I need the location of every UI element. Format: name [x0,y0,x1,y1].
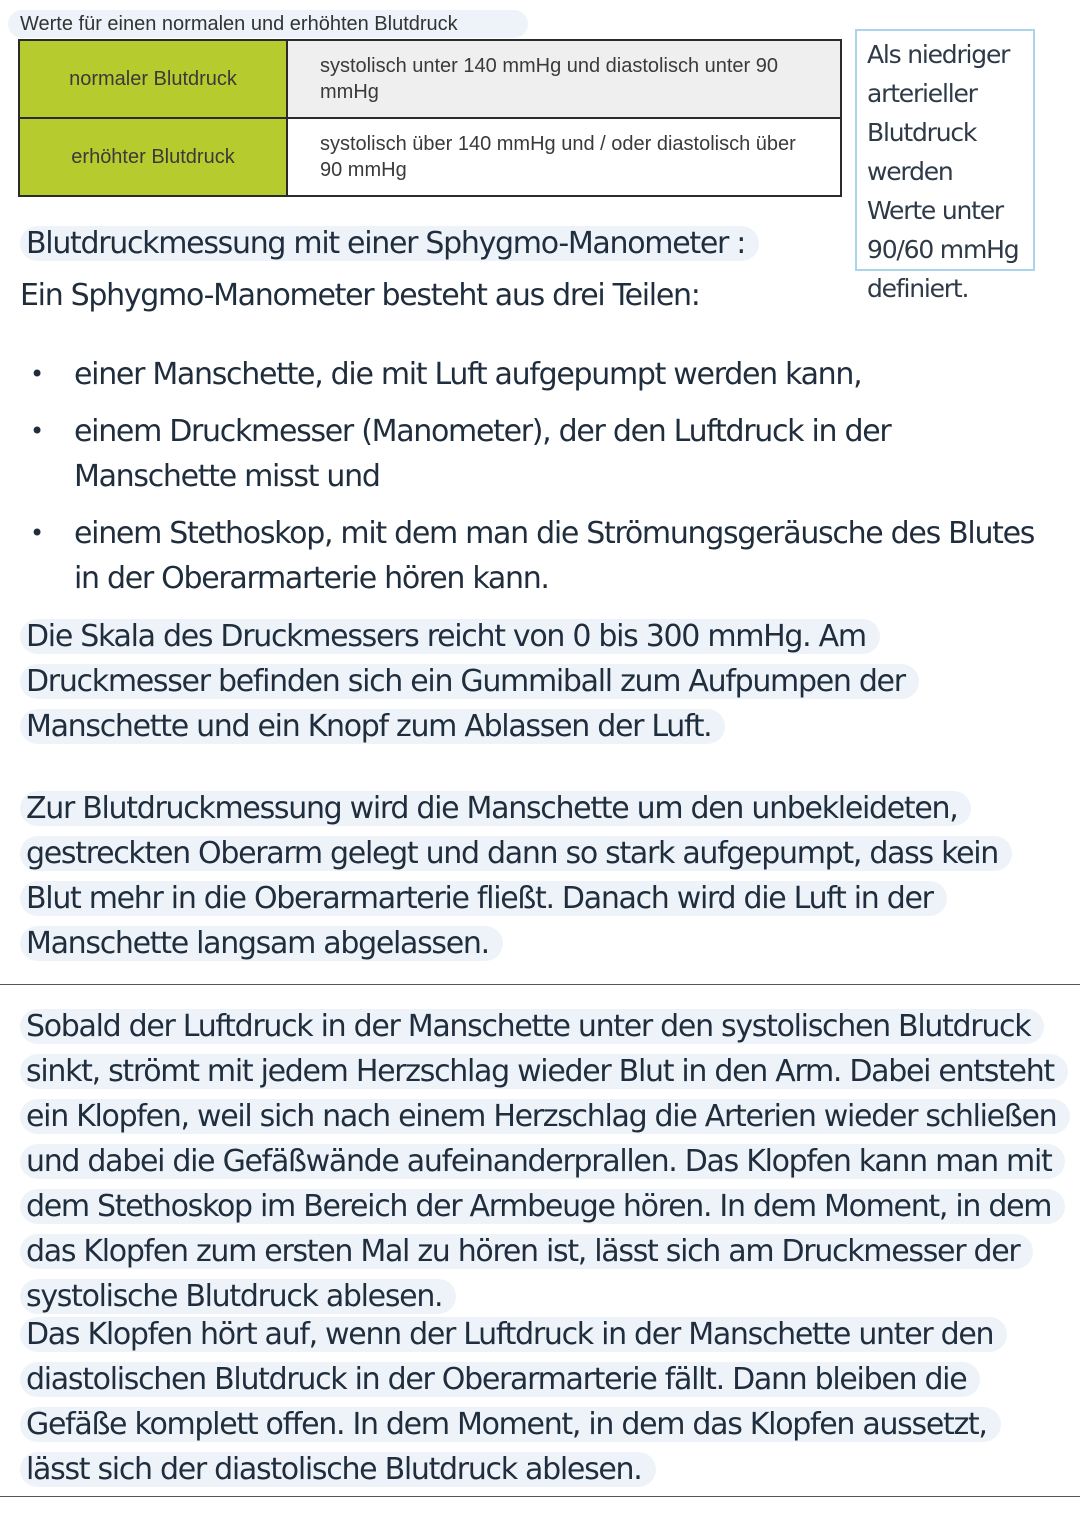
blood-pressure-table [18,39,842,197]
row-label-normal: normaler Blutdruck [19,40,287,118]
list-item: • einer Manschette, die mit Luft aufgepumpt werden kann, [20,352,1050,397]
row-label-elevated: erhöhter Blutdruck [19,118,287,196]
divider [0,984,1080,985]
row-value-elevated: systolisch über 140 mmHg und / oder diastolisch über 90 mmHg [287,118,841,196]
table-caption: Werte für einen normalen und erhöhten Blutdruck [8,10,528,38]
divider [0,1496,1080,1497]
row-value-normal: systolisch unter 140 mmHg und diastolisch unter 90 mmHg [287,40,841,118]
paragraph-text: Zur Blutdruckmessung wird die Manschette um den unbekleideten, gestreckten Oberarm gelegt und dann so stark aufgepumpt, dass kein Blut mehr in die Oberarmarterie fließt. Danach wird die Luft in der Manschette langsam abgelassen. [20,791,1012,961]
table-row [19,118,841,196]
paragraph-text: Das Klopfen hört auf, wenn der Luftdruck in der Manschette unter den diastolischen Blutdruck in der Oberarmarterie fällt. Dann bleiben die Gefäße komplett offen. In dem Moment, in dem das Klopfen aussetzt, lässt sich der diastolische Blutdruck ablesen. [20,1317,1007,1487]
paragraph-text: Sobald der Luftdruck in der Manschette unter den systolischen Blutdruck sinkt, strömt mit jedem Herzschlag wieder Blut in den Arm. Dabei entsteht ein Klopfen, weil sich nach einem Herzschlag die Arterien wieder schließen und dabei die Gefäßwände aufeinanderprallen. Das Klopfen kann man mit dem Stethoskop im Bereich der Armbeuge hören. In dem Moment, in dem das Klopfen zum ersten Mal zu hören ist, lässt sich am Druckmesser der systolische Blutdruck ablesen. [20,1009,1070,1314]
side-note-low-pressure: Als niedriger arterieller Blutdruck werden Werte unter 90/60 mmHg definiert. [855,29,1035,271]
paragraph-text: Die Skala des Druckmessers reicht von 0 bis 300 mmHg. Am Druckmesser befinden sich ein Gummiball zum Aufpumpen der Manschette und ein Knopf zum Ablassen der Luft. [20,619,919,744]
table-row [19,40,841,118]
heading-line-1: Blutdruckmessung mit einer Sphygmo-Manometer : [20,226,759,261]
paragraph-diastolic [20,1312,1030,1492]
heading-line-2: Ein Sphygmo-Manometer besteht aus drei Teilen: [20,278,700,313]
paragraph-scale [20,614,1050,749]
parts-list [20,352,1050,613]
section-heading [20,218,1060,322]
list-item: • einem Stethoskop, mit dem man die Strömungsgeräusche des Blutes in der Oberarmarterie hören kann. [20,511,1050,601]
paragraph-measurement [20,786,1030,966]
list-item: • einem Druckmesser (Manometer), der den Luftdruck in der Manschette misst und [20,409,1050,499]
paragraph-systolic [20,1004,1060,1319]
